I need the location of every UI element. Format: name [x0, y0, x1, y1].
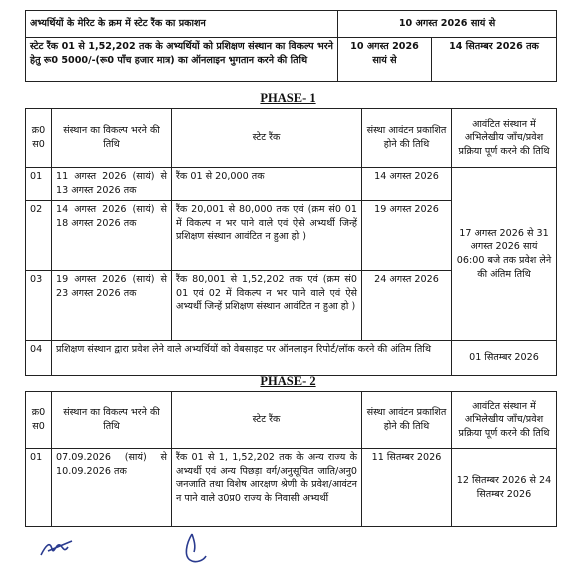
row-sn: 03	[26, 271, 52, 341]
phase2-header-dates: संस्थान का विकल्प भरने की तिथि	[52, 392, 172, 449]
row-dates: 07.09.2026 (सायं) से 10.09.2026 तक	[52, 449, 172, 527]
row-publish-date: 24 अगस्त 2026	[362, 271, 452, 341]
report-lock-date: 01 सितम्बर 2026	[452, 341, 557, 376]
row-publish-date: 11 सितम्बर 2026	[362, 449, 452, 527]
phase2-header-verification: आवंटित संस्थान में अभिलेखीय जाँच/प्रवेश प्रक्रिया पूर्ण करने की तिथि	[452, 392, 557, 449]
row-publish-date: 14 अगस्त 2026	[362, 168, 452, 201]
row-rank: रैंक 01 से 1, 1,52,202 तक के अन्य राज्य के अभ्यर्थी एवं अन्य पिछड़ा वर्ग/अनुसूचित जाति/अनु0 जनजाति तथा विशेष आरक्षण श्रेणी के प्रवेश/आवंटन न पाने वाले उ0प्र0 राज्य के निवासी अभ्यर्थी	[172, 449, 362, 527]
phase1-header-dates: संस्थान का विकल्प भरने की तिथि	[52, 109, 172, 168]
table-row	[26, 168, 557, 201]
payment-to-date: 14 सितम्बर 2026 तक	[432, 38, 557, 82]
phase2-table	[25, 391, 557, 527]
phase2-verification-window: 12 सितम्बर 2026 से 24 सितम्बर 2026	[452, 449, 557, 527]
phase1-header-publish: संस्था आवंटन प्रकाशित होने की तिथि	[362, 109, 452, 168]
phase1-header-sn: क्र0 स0	[26, 109, 52, 168]
payment-label: स्टेट रैंक 01 से 1,52,202 तक के अभ्यर्थियों को प्रशिक्षण संस्थान का विकल्प भरने हेतु रू0 5000/-(रू0 पाँच हजार मात्र) का ऑनलाइन भुगतान करने की तिथि	[26, 38, 338, 82]
state-rank-publication-date: 10 अगस्त 2026 सायं से	[338, 11, 557, 38]
signature-left	[38, 535, 78, 559]
top-schedule-table	[25, 10, 557, 82]
row-rank: रैंक 80,001 से 1,52,202 तक एवं (क्रम सं0 01 एवं 02 में विकल्प न भर पाने वाले एवं ऐसे अभ्यर्थी जिन्हें प्रशिक्षण संस्थान आवंटित न हुआ हो )	[172, 271, 362, 341]
phase1-table	[25, 108, 557, 376]
phase1-header-verification: आवंटित संस्थान में अभिलेखीय जाँच/प्रवेश प्रक्रिया पूर्ण करने की तिथि	[452, 109, 557, 168]
row-dates: 19 अगस्त 2026 (सायं) से 23 अगस्त 2026 तक	[52, 271, 172, 341]
phase1-title: PHASE- 1	[260, 91, 316, 105]
row-dates: 11 अगस्त 2026 (सायं) से 13 अगस्त 2026 तक	[52, 168, 172, 201]
table-row	[26, 449, 557, 527]
row-sn: 01	[26, 168, 52, 201]
row-sn: 01	[26, 449, 52, 527]
row-dates: 14 अगस्त 2026 (सायं) से 18 अगस्त 2026 तक	[52, 201, 172, 271]
phase1-header-rank: स्टेट रैंक	[172, 109, 362, 168]
report-lock-label: प्रशिक्षण संस्थान द्वारा प्रवेश लेने वाले अभ्यर्थियों को वेबसाइट पर ऑनलाइन रिपोर्ट/लॉक करने की अंतिम तिथि	[52, 341, 452, 376]
phase2-header-publish: संस्था आवंटन प्रकाशित होने की तिथि	[362, 392, 452, 449]
row-rank: रैंक 01 से 20,000 तक	[172, 168, 362, 201]
row-rank: रैंक 20,001 से 80,000 तक एवं (क्रम सं0 01 में विकल्प न भर पाने वाले एवं ऐसे अभ्यर्थी जिन्हें प्रशिक्षण संस्थान आवंटित न हुआ हो )	[172, 201, 362, 271]
signature-right	[180, 530, 210, 566]
phase2-header-sn: क्र0 स0	[26, 392, 52, 449]
row-sn: 02	[26, 201, 52, 271]
row-sn: 04	[26, 341, 52, 376]
payment-from-date: 10 अगस्त 2026 सायं से	[338, 38, 432, 82]
phase1-verification-window: 17 अगस्त 2026 से 31 अगस्त 2026 सायं 06:00 बजे तक प्रवेश लेने की अंतिम तिथि	[452, 168, 557, 341]
table-row	[26, 341, 557, 376]
row-publish-date: 19 अगस्त 2026	[362, 201, 452, 271]
phase2-header-rank: स्टेट रैंक	[172, 392, 362, 449]
state-rank-publication-label: अभ्यर्थियों के मेरिट के क्रम में स्टेट रैंक का प्रकाशन	[26, 11, 338, 38]
phase2-title: PHASE- 2	[260, 374, 316, 388]
